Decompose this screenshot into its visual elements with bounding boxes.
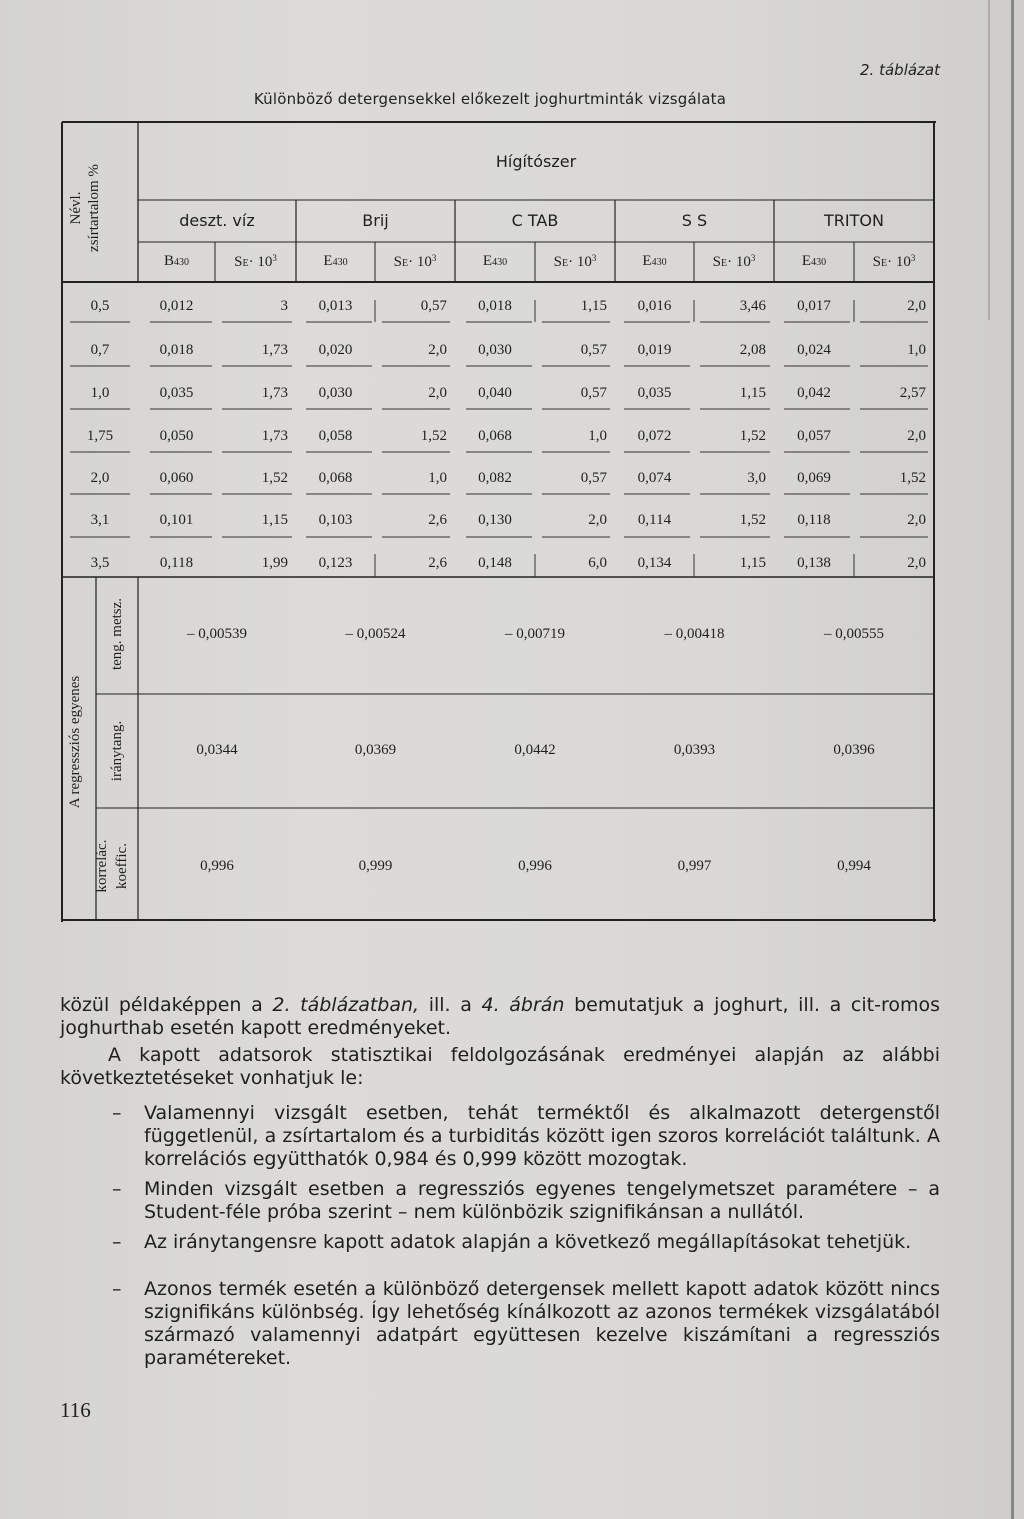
table-cell: 0,082 [478,470,512,486]
table-cell: 0,016 [637,298,672,314]
table-cell: 1,52 [899,470,926,486]
fat-content-cell: 1,75 [86,428,114,444]
table-cell: 3 [280,298,288,314]
table-cell: 1,52 [739,512,766,528]
table-cell: 3,46 [739,298,766,314]
table-cell: 0,030 [478,342,512,358]
regression-cell: 0,996 [518,858,552,874]
table-cell: 0,060 [159,470,194,486]
regression-cell: 0,997 [677,858,712,874]
regression-cell: 0,0393 [673,742,716,758]
sub-header-suffix: · 10 [887,254,911,270]
sub-header [296,253,375,270]
paragraph-1 [60,994,940,1040]
table-title: Különböző detergensekkel előkezelt joghurtminták vizsgálata [253,90,727,108]
regression-cell: 0,996 [200,858,234,874]
regression-cell: 0,0442 [514,742,556,758]
table-cell: 0,103 [318,512,353,528]
sub-header-main: S [553,254,562,270]
table-cell: 2,0 [428,342,447,358]
sub-header-superscript: 3 [910,253,916,263]
table-cell: 0,134 [637,555,672,571]
sub-header [215,253,296,271]
sub-header-main: E [482,253,493,269]
sub-header-main: E [801,253,812,269]
table-cell: 0,035 [637,385,672,401]
sub-header-suffix: · 10 [408,254,432,270]
table-cell: 0,030 [318,385,353,401]
regression-cell: 0,0396 [833,742,875,758]
sub-header-superscript: 3 [431,253,437,263]
corner-header-line1: Névl. [68,191,84,225]
table-cell: 0,118 [159,555,194,571]
sub-header-main: E [323,253,333,269]
sub-header [375,253,455,271]
sub-header-superscript: 3 [591,253,597,263]
diluent-header: Hígítószer [495,152,577,171]
list-item-text: Azonos termék esetén a különböző detergensek mellett kapott adatok között nincs szignifikáns különbség. Így lehetőség kínálkozott az azonos termékek vizsgálatából származó valamennyi adatpárt együttesen kezelve kiszámítani a regressziós paramétereket. [144,1278,940,1369]
table-cell: 0,042 [797,385,831,401]
table-cell: 1,0 [588,428,607,444]
sub-header-subscript: E [880,258,888,269]
para1-text: ill. a [419,994,482,1016]
table-cell: 1,73 [261,428,288,444]
table-cell: 2,0 [907,298,926,314]
table-cell: 2,08 [739,342,766,358]
table-cell: 2,0 [588,512,607,528]
table-cell: 0,020 [318,342,353,358]
regression-cell: – 0,00719 [505,626,565,642]
list-item-text: Valamennyi vizsgált esetben, tehát terméktől és alkalmazott detergenstől függetlenül, a zsírtartalom és a turbiditás között igen szoros korrelációt találtunk. A korrelációs együtthatók 0,984 és 0,999 között mozogtak. [144,1102,940,1170]
table-cell: 1,15 [739,555,766,571]
table-cell: 2,0 [907,428,926,444]
table-cell: 3,0 [747,470,766,486]
list-item-text: Az iránytangensre kapott adatok alapján a következő megállapításokat tehetjük. [144,1231,912,1253]
table-cell: 0,57 [580,342,607,358]
fat-content-cell: 2,0 [90,470,110,486]
sub-header-main: B [163,253,174,269]
regression-cell: – 0,00555 [824,626,884,642]
regression-cell: 0,994 [837,858,871,874]
sub-header-subscript: E [401,258,409,269]
table-cell: 1,99 [261,555,288,571]
sub-header-main: S [712,254,721,270]
table-cell: 1,15 [739,385,766,401]
table-cell: 0,018 [478,298,512,314]
table-cell: 0,57 [580,470,607,486]
sub-header-subscript: E [242,258,249,269]
table-cell: 0,017 [797,298,831,314]
sub-header-main: S [234,254,243,270]
sub-header-superscript: 3 [272,253,277,263]
table-cell: 0,074 [637,470,672,486]
regression-row-label-slope: iránytang. [109,720,125,782]
sub-header [854,253,934,271]
table-cell: 0,058 [318,428,353,444]
sub-header [138,253,215,270]
diluent-triton: TRITON [824,211,884,230]
table-cell: 2,6 [428,555,447,571]
fat-content-cell: 1,0 [90,385,110,401]
sub-header-suffix: · 10 [248,254,273,270]
table-reference: 2. táblázatban, [272,994,420,1016]
fat-content-cell: 0,7 [90,342,110,358]
paragraph-2: A kapott adatsorok statisztikai feldolgozásának eredményei alapján az alábbi következtetéseket vonhatjuk le: [60,1044,940,1089]
table-cell: 1,73 [261,342,288,358]
table-number: 2. táblázat [860,61,940,79]
table-cell: 2,0 [907,555,926,571]
corner-header [67,153,103,263]
table-cell: 0,068 [478,428,512,444]
table-cell: 1,0 [428,470,447,486]
regression-cell: 0,999 [358,858,393,874]
sub-header [455,253,535,270]
para1-text: bemutatjuk a joghurt, ill. a cit-romos joghurthab esetén kapott eredményeket. [60,994,941,1039]
diluent-ctab: C TAB [511,211,559,230]
table-cell: 0,148 [478,555,512,571]
corner-header-line2: zsírtartalom % [86,164,102,252]
sub-header [535,253,615,271]
diluent-brij: Brij [362,211,389,230]
regression-cell: 0,0369 [354,742,397,758]
correlation-label-line2: koeffic. [114,843,130,889]
table-cell: 6,0 [588,555,607,571]
sub-header-subscript: 430 [492,257,508,268]
table-cell: 1,52 [420,428,447,444]
table-cell: 0,118 [797,512,831,528]
table-cell: 1,15 [261,512,288,528]
table-cell: 0,072 [637,428,672,444]
table-cell: 0,024 [797,342,831,358]
table-cell: 0,101 [159,512,194,528]
sub-header-main: E [642,253,652,269]
table-cell: 0,019 [637,342,672,358]
dash: – [112,1278,122,1300]
correlation-label-line1: korreláс. [94,839,110,893]
list-item-text: Minden vizsgált esetben a regressziós egyenes tengelymetszet paramétere – a Student-féle próba szerint – nem különbözik szignifikánsan a nullától. [144,1178,940,1223]
fat-content-cell: 0,5 [90,298,110,314]
regression-cell: – 0,00418 [664,626,725,642]
table-cell: 0,57 [580,385,607,401]
table-cell: 1,52 [739,428,766,444]
table-cell: 1,15 [580,298,607,314]
page-number: 116 [60,1398,91,1422]
table-cell: 0,012 [159,298,194,314]
regression-row-label-intercept: teng. metsz. [109,597,125,671]
table-cell: 1,52 [261,470,288,486]
table-cell: 0,068 [318,470,353,486]
table-cell: 1,73 [261,385,288,401]
sub-header-subscript: E [720,258,728,269]
figure-reference: 4. ábrán [481,994,565,1016]
sub-header [615,253,694,270]
dash: – [112,1102,122,1124]
table-cell: 0,040 [478,385,512,401]
regression-label: A regressziós egyenes [67,675,83,809]
sub-header-subscript: 430 [332,257,348,268]
table-cell: 2,0 [428,385,447,401]
sub-header [694,253,774,271]
table-cell: 0,069 [797,470,831,486]
table-cell: 0,138 [797,555,831,571]
sub-header-main: S [872,254,881,270]
fat-content-cell: 3,5 [90,555,110,571]
regression-cell: 0,0344 [196,742,238,758]
table-cell: 0,035 [159,385,194,401]
table-cell: 0,130 [478,512,512,528]
sub-header-subscript: E [561,258,569,269]
sub-header-suffix: · 10 [568,254,592,270]
table-cell: 0,013 [318,298,353,314]
table-cell: 0,57 [420,298,447,314]
table-cell: 0,123 [318,555,353,571]
sub-header-main: S [393,254,402,270]
diluent-deszt-viz: deszt. víz [179,211,255,230]
dash: – [112,1178,122,1200]
table-cell: 2,6 [428,512,447,528]
sub-header-suffix: · 10 [727,254,751,270]
sub-header-subscript: 430 [174,257,189,268]
sub-header-superscript: 3 [750,253,756,263]
regression-row-label-correlation [92,811,132,921]
table-cell: 2,57 [899,385,926,401]
regression-cell: – 0,00524 [345,626,406,642]
table-cell: 0,057 [797,428,831,444]
table-cell: 0,114 [637,512,672,528]
para1-text: közül példaképpen a [60,994,273,1016]
table-cell: 1,0 [907,342,926,358]
table-cell: 0,018 [159,342,194,358]
diluent-ss: S S [681,211,708,230]
sub-header-subscript: 430 [651,257,667,268]
dash: – [112,1231,122,1253]
table-cell: 0,050 [159,428,194,444]
fat-content-cell: 3,1 [90,512,110,528]
table-cell: 2,0 [907,512,926,528]
sub-header [774,253,854,270]
sub-header-subscript: 430 [811,257,827,268]
regression-cell: – 0,00539 [187,626,247,642]
